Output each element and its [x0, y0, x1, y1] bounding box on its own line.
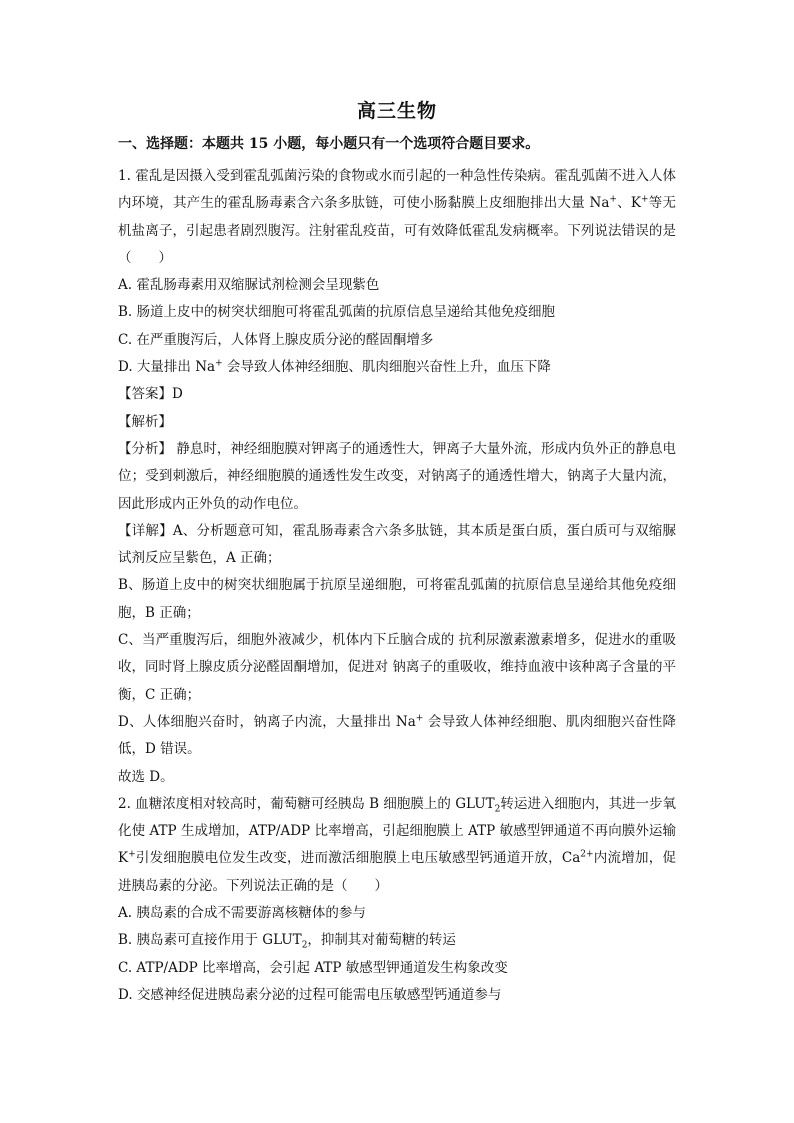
option-text: D. 大量排出 Na — [118, 359, 216, 376]
question-2-stem — [118, 791, 676, 900]
conclusion-line: 故选 D。 — [118, 768, 174, 785]
superscript: + — [128, 849, 136, 860]
analysis-fenxi: 【分析】 静息时，神经细胞膜对钾离子的通透性大，钾离子大量外流，形成内负外正的静息电位；受到刺激后，神经细胞膜的通透性发生改变，对钠离子的通透性增大，钠离子大量内流，因此形成内正外负的动作电位。 — [118, 440, 676, 512]
answer-line: 【答案】D — [118, 386, 183, 403]
question-1-option-b: B. 肠道上皮中的树突状细胞可将霍乱弧菌的抗原信息呈递给其他免疫细胞 — [118, 304, 556, 321]
question-2 — [118, 791, 676, 1009]
superscript: + — [640, 194, 649, 205]
superscript: 2+ — [580, 849, 594, 860]
detail-c: C、当严重腹泻后，细胞外液减少，机体内下丘脑合成的 抗利尿激素激素增多，促进水的重吸收，同时肾上腺皮质分泌醛固酮增加，促进对 钠离子的重吸收，维持血液中该种离子含量的平衡，C 正确； — [118, 632, 676, 703]
stem-text: 2. 血糖浓度相对较高时，葡萄糖可经胰岛 B 细胞膜上的 GLUT — [118, 795, 495, 812]
question-2-option-d: D. 交感神经促进胰岛素分泌的过程可能需电压敏感型钙通道参与 — [118, 986, 502, 1003]
section-heading: 一、选择题：本题共 15 小题，每小题只有一个选项符合题目要求。 — [118, 136, 540, 152]
question-2-option-a: A. 胰岛素的合成不需要游离核糖体的参与 — [118, 905, 366, 922]
stem-text: 、K — [616, 195, 641, 212]
question-1-option-a: A. 霍乱肠毒素用双缩脲试剂检测会呈现紫色 — [118, 277, 380, 294]
stem-text: 转运进入细胞内，其进一步氧化使 ATP 生成增加，ATP/ADP 比率增高，引起细胞膜上 ATP 敏感型钾通道不再向膜外运输 K — [118, 795, 677, 867]
detail-text: 会导致人体神经细胞、肌肉细胞兴奋性降低，D 错误。 — [118, 713, 676, 758]
subscript: 2 — [494, 804, 501, 815]
stem-text: 内流增加，促进胰岛素的分泌。下列说法正确的是（ ） — [118, 850, 676, 894]
stem-text: 1. 霍乱是因摄入受到霍乱弧菌污染的食物或水而引起的一种急性传染病。霍乱弧菌不进入人体内环境，其产生的霍乱肠毒素含六条多肽链，可使小肠黏膜上皮细胞排出大量 Na — [118, 168, 676, 212]
detail-text: D、人体细胞兴奋时，钠离子内流，大量排出 Na — [118, 713, 416, 730]
subscript: 2 — [301, 941, 308, 951]
option-text: 会导致人体神经细胞、肌肉细胞兴奋性上升，血压下降 — [222, 359, 551, 376]
stem-text: 等无机盐离子，引起患者剧烈腹泻。注射霍乱疫苗，可有效降低霍乱发病概率。下列说法错误的是（ ） — [118, 195, 677, 266]
option-text: ，抑制其对葡萄糖的转运 — [307, 932, 456, 949]
detail-b: B、肠道上皮中的树突状细胞属于抗原呈递细胞，可将霍乱弧菌的抗原信息呈递给其他免疫细胞，B 正确； — [118, 577, 676, 621]
question-2-option-c: C. ATP/ADP 比率增高，会引起 ATP 敏感型钾通道发生构象改变 — [118, 959, 508, 976]
analysis-label: 【解析】 — [118, 413, 172, 430]
question-1 — [118, 163, 676, 791]
question-1-stem — [118, 163, 676, 272]
option-text: B. 胰岛素可直接作用于 GLUT — [118, 932, 302, 949]
question-1-option-d — [118, 354, 676, 381]
question-2-option-b — [118, 927, 676, 954]
superscript: + — [609, 194, 617, 205]
detail-a: 【详解】A、分析题意可知，霍乱肠毒素含六条多肽链，其本质是蛋白质，蛋白质可与双缩脲试剂反应呈紫色，A 正确； — [118, 522, 676, 567]
stem-text: 引发细胞膜电位发生改变，进而激活细胞膜上电压敏感型钙通道开放，Ca — [135, 850, 581, 867]
question-1-option-c: C. 在严重腹泻后，人体肾上腺皮质分泌的醛固酮增多 — [118, 331, 434, 348]
detail-d — [118, 709, 676, 764]
superscript: + — [215, 358, 223, 369]
page-title: 高三生物 — [356, 100, 437, 122]
superscript: + — [415, 713, 424, 724]
